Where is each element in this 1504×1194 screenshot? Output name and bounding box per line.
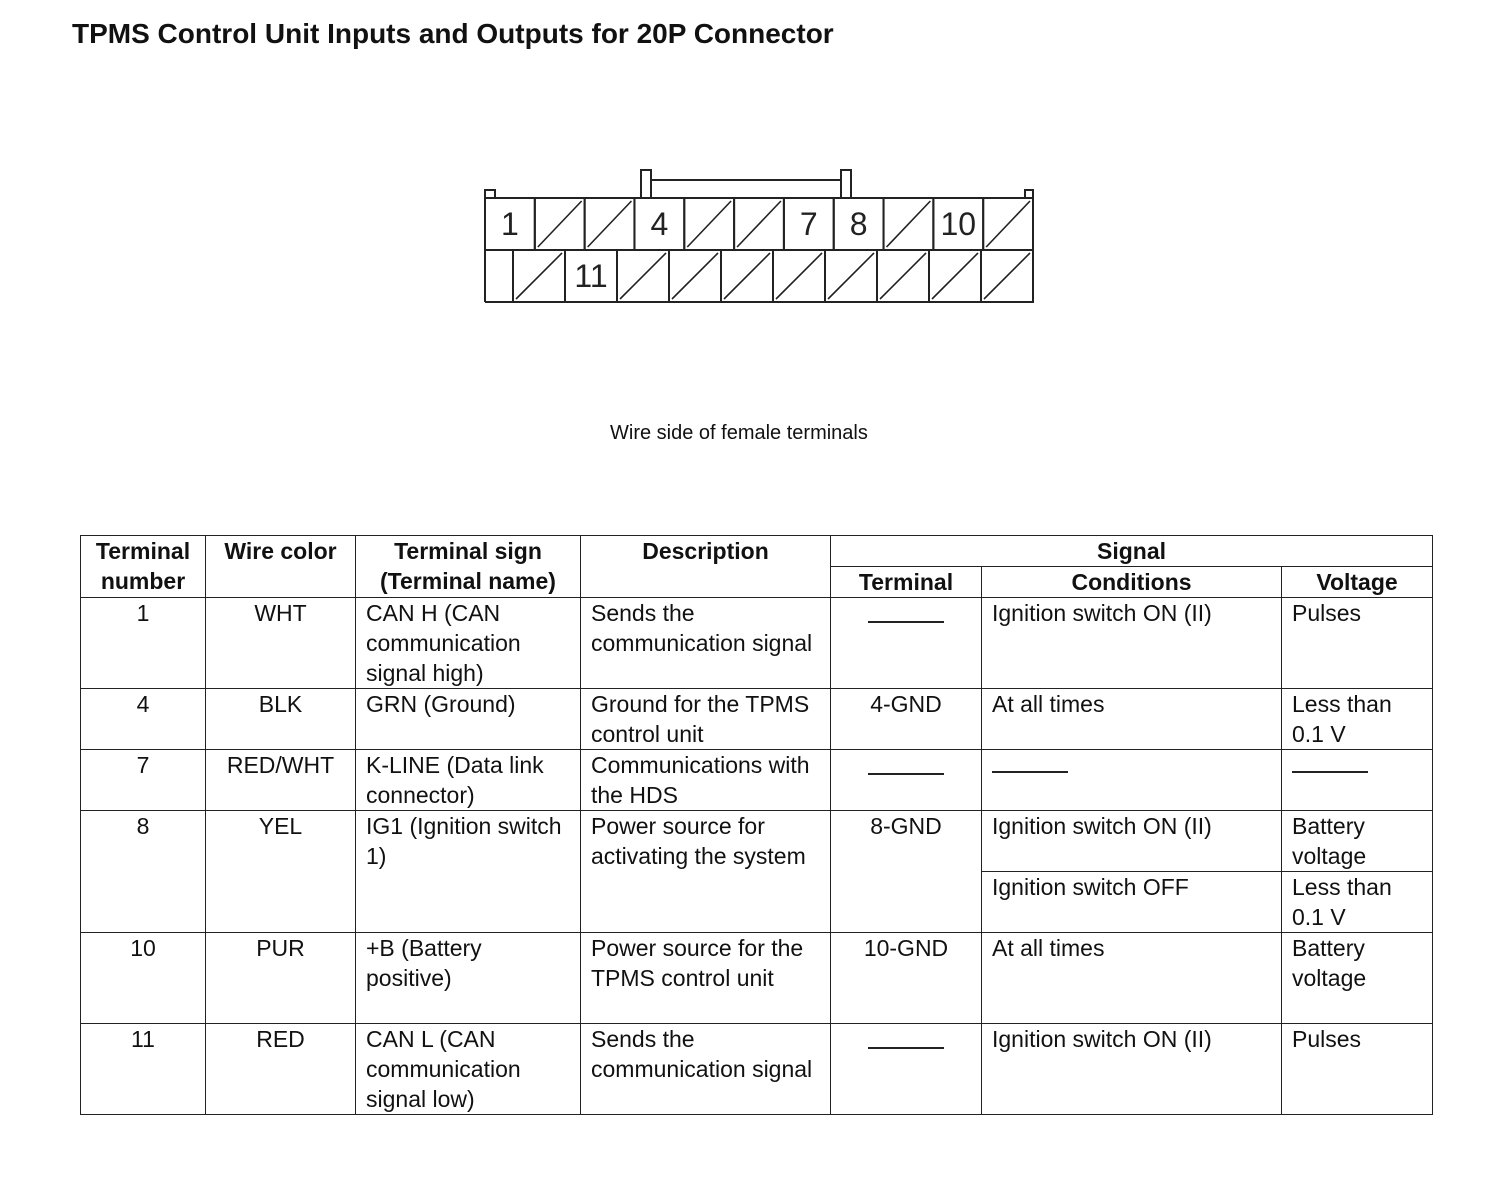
cell-conditions: At all times	[982, 933, 1282, 1024]
table-row	[81, 1024, 1433, 1115]
cell-sign: IG1 (Ignition switch 1)	[356, 811, 581, 933]
top-pin-cavity	[634, 198, 684, 250]
cell-color: BLK	[206, 689, 356, 750]
bottom-pin-cavity	[877, 250, 929, 302]
cell-voltage: Less than 0.1 V	[1282, 872, 1433, 933]
cell-voltage-dash	[1282, 750, 1433, 811]
cell-sign: CAN L (CAN communication signal low)	[356, 1024, 581, 1115]
cell-terminal: 4-GND	[831, 689, 982, 750]
header-terminal-sign: Terminal sign (Terminal name)	[356, 536, 581, 598]
bottom-pin-cavity	[981, 250, 1033, 302]
bottom-pin-cavity	[721, 250, 773, 302]
header-wire-color: Wire color	[206, 536, 356, 598]
table-row	[81, 933, 1433, 1024]
header-terminal-number: Terminal number	[81, 536, 206, 598]
cell-voltage: Pulses	[1282, 1024, 1433, 1115]
cell-voltage: Battery voltage	[1282, 933, 1433, 1024]
cell-description: Sends the communication signal	[581, 598, 831, 689]
header-description: Description	[581, 536, 831, 598]
cell-number: 4	[81, 689, 206, 750]
top-pin-cavity	[834, 198, 884, 250]
cell-sign: K-LINE (Data link connector)	[356, 750, 581, 811]
header-voltage: Voltage	[1282, 567, 1433, 598]
cell-voltage: Battery voltage	[1282, 811, 1433, 872]
cell-color: YEL	[206, 811, 356, 933]
top-pin-cavity	[933, 198, 983, 250]
pin-number: 10	[940, 206, 977, 242]
cell-terminal-dash	[831, 750, 982, 811]
cell-color: WHT	[206, 598, 356, 689]
table-row	[81, 811, 1433, 872]
table-row	[81, 750, 1433, 811]
cell-voltage: Less than 0.1 V	[1282, 689, 1433, 750]
cell-description: Power source for the TPMS control unit	[581, 933, 831, 1024]
pin-number: 8	[849, 206, 868, 242]
cell-terminal: 10-GND	[831, 933, 982, 1024]
top-pin-cavity	[884, 198, 934, 250]
top-pin-cavity	[585, 198, 635, 250]
cell-sign: CAN H (CAN communication signal high)	[356, 598, 581, 689]
table-row	[81, 689, 1433, 750]
cell-number: 10	[81, 933, 206, 1024]
dash-mark	[992, 771, 1068, 773]
pin-number: 1	[501, 206, 519, 242]
cell-conditions: Ignition switch ON (II)	[982, 811, 1282, 872]
bottom-pin-cavity	[773, 250, 825, 302]
cell-sign: GRN (Ground)	[356, 689, 581, 750]
cell-conditions: Ignition switch ON (II)	[982, 598, 1282, 689]
cell-description: Power source for activating the system	[581, 811, 831, 933]
cell-conditions: Ignition switch OFF	[982, 872, 1282, 933]
pin-number: 11	[574, 258, 608, 294]
cell-number: 7	[81, 750, 206, 811]
cell-voltage: Pulses	[1282, 598, 1433, 689]
cell-terminal: 8-GND	[831, 811, 982, 933]
connector-caption: Wire side of female terminals	[610, 422, 868, 444]
header-signal-terminal: Terminal	[831, 567, 982, 598]
cell-color: PUR	[206, 933, 356, 1024]
header-signal: Signal	[831, 536, 1433, 567]
cell-description: Communications with the HDS	[581, 750, 831, 811]
bottom-pin-cavity	[825, 250, 877, 302]
top-pin-cavity	[734, 198, 784, 250]
header-conditions: Conditions	[982, 567, 1282, 598]
cell-conditions: At all times	[982, 689, 1282, 750]
cell-description: Sends the communication signal	[581, 1024, 831, 1115]
io-table	[80, 535, 1433, 1115]
top-pin-cavity	[535, 198, 585, 250]
bottom-pin-cavity	[513, 250, 565, 302]
dash-mark	[868, 1047, 944, 1049]
cell-number: 8	[81, 811, 206, 933]
cell-conditions-dash	[982, 750, 1282, 811]
cell-color: RED/WHT	[206, 750, 356, 811]
dash-mark	[1292, 771, 1368, 773]
top-pin-cavity	[485, 198, 535, 250]
cell-terminal-dash	[831, 1024, 982, 1115]
top-pin-cavity	[784, 198, 834, 250]
connector-diagram	[480, 165, 1040, 310]
top-pin-cavity	[983, 198, 1033, 250]
bottom-pin-cavity	[565, 250, 617, 302]
cell-terminal-dash	[831, 598, 982, 689]
pin-number: 7	[799, 206, 818, 242]
table-row	[81, 598, 1433, 689]
bottom-pin-cavity	[929, 250, 981, 302]
dash-mark	[868, 621, 944, 623]
dash-mark	[868, 773, 944, 775]
top-pin-cavity	[684, 198, 734, 250]
cell-sign: +B (Battery positive)	[356, 933, 581, 1024]
cell-color: RED	[206, 1024, 356, 1115]
cell-number: 11	[81, 1024, 206, 1115]
bottom-pin-cavity	[669, 250, 721, 302]
pin-number: 4	[650, 206, 669, 242]
page-title: TPMS Control Unit Inputs and Outputs for 20P Connector	[72, 18, 834, 49]
cell-conditions: Ignition switch ON (II)	[982, 1024, 1282, 1115]
cell-number: 1	[81, 598, 206, 689]
cell-description: Ground for the TPMS control unit	[581, 689, 831, 750]
bottom-pin-cavity	[617, 250, 669, 302]
